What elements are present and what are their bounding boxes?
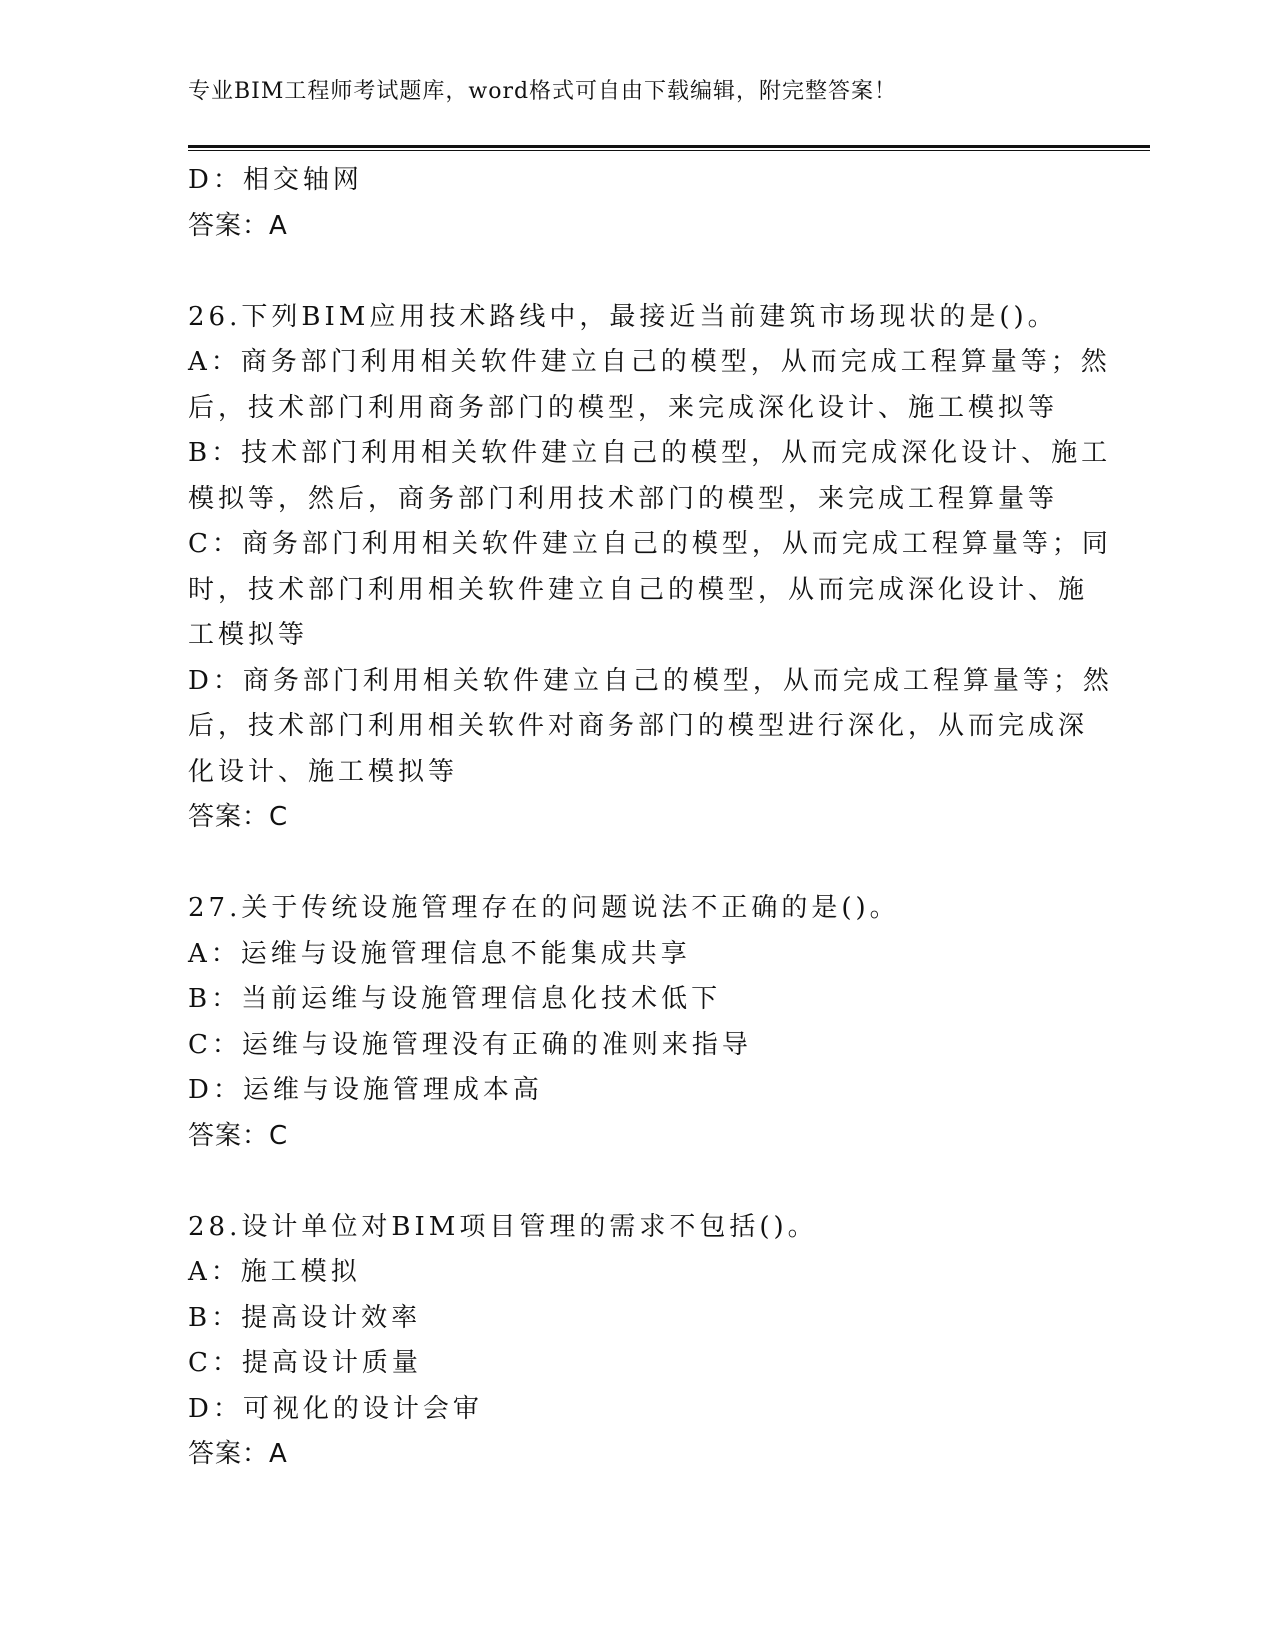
option-line: 后，技术部门利用商务部门的模型，来完成深化设计、施工模拟等 — [188, 392, 1059, 423]
option-line: D：可视化的设计会审 — [188, 1393, 483, 1424]
question-stem: 28.设计单位对BIM项目管理的需求不包括()。 — [188, 1211, 818, 1242]
question-content — [188, 158, 1113, 1478]
option-line: 模拟等，然后，商务部门利用技术部门的模型，来完成工程算量等 — [188, 483, 1059, 514]
answer-line: 答案：C — [188, 802, 289, 832]
question-block-26 — [188, 295, 1113, 841]
option-line: A：施工模拟 — [188, 1257, 361, 1287]
block-spacer — [188, 841, 1088, 887]
page-header: 专业BIM工程师考试题库，word格式可自由下载编辑，附完整答案！ — [188, 79, 898, 104]
answer-line: 答案：A — [188, 1439, 288, 1469]
option-line: C：提高设计质量 — [188, 1348, 422, 1378]
question-block-25 — [188, 158, 1088, 249]
option-line: B：提高设计效率 — [188, 1302, 422, 1333]
answer-line: 答案：C — [188, 1120, 289, 1151]
question-stem: 27.关于传统设施管理存在的问题说法不正确的是()。 — [188, 893, 900, 923]
option-line: D：相交轴网 — [188, 165, 363, 195]
option-line: B：当前运维与设施管理信息化技术低下 — [188, 984, 722, 1014]
option-line: 时，技术部门利用相关软件建立自己的模型，从而完成深化设计、施 — [188, 574, 1089, 605]
option-line: A：商务部门利用相关软件建立自己的模型，从而完成工程算量等；然 — [188, 347, 1111, 377]
option-line: 工模拟等 — [188, 620, 309, 650]
block-spacer — [188, 249, 1088, 295]
option-line: B：技术部门利用相关软件建立自己的模型，从而完成深化设计、施工 — [188, 438, 1112, 468]
header-rule-thin — [188, 150, 1150, 151]
option-line: D：商务部门利用相关软件建立自己的模型，从而完成工程算量等；然 — [188, 665, 1113, 696]
question-block-28 — [188, 1205, 1088, 1478]
question-stem: 26.下列BIM应用技术路线中，最接近当前建筑市场现状的是()。 — [188, 301, 1058, 332]
option-line: 化设计、施工模拟等 — [188, 756, 459, 787]
option-line: C：运维与设施管理没有正确的准则来指导 — [188, 1029, 752, 1060]
block-spacer — [188, 1159, 1088, 1205]
option-line: C：商务部门利用相关软件建立自己的模型，从而完成工程算量等；同 — [188, 529, 1112, 559]
option-line: D：运维与设施管理成本高 — [188, 1075, 543, 1105]
answer-line: 答案：A — [188, 210, 288, 241]
question-block-27 — [188, 886, 1088, 1159]
header-rule-thick — [188, 145, 1150, 148]
option-line: 后，技术部门利用相关软件对商务部门的模型进行深化，从而完成深 — [188, 711, 1089, 741]
option-line: A：运维与设施管理信息不能集成共享 — [188, 938, 691, 969]
